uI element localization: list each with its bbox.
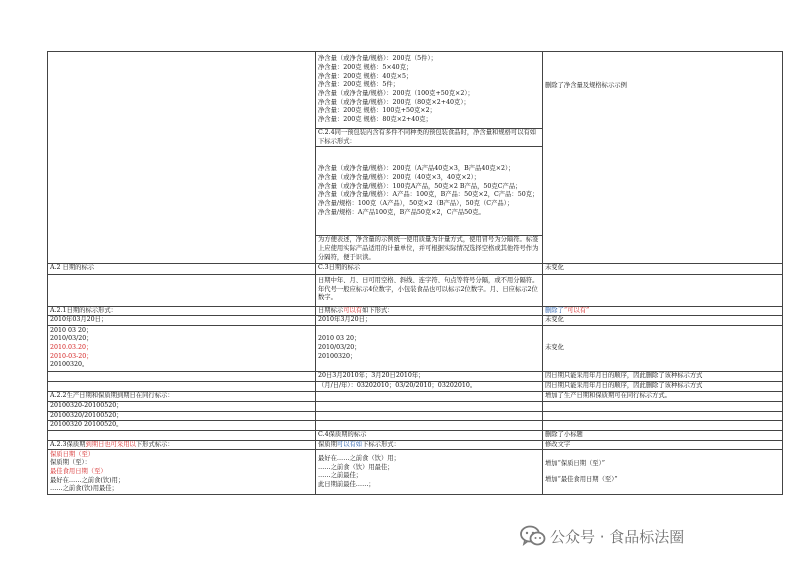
empty-cell: [316, 401, 543, 411]
list-item: 20100320；: [318, 352, 357, 360]
a21-mid: 日期标示可以有如下形式：: [316, 306, 543, 316]
list-item: 2010/03/20；: [318, 344, 361, 352]
list-item: 净含量（或净含量/规格）：100克A产品，50克×2 B产品，50克C产品；: [318, 182, 522, 190]
table-row: [48, 371, 783, 381]
table-row: [48, 316, 783, 326]
list-item: 净含量：200克 规格：100克+50克×2；: [318, 107, 436, 115]
a23-heading: A.2.3保质期到期日也可采用以下形式标示：: [48, 440, 316, 450]
wechat-icon: [520, 525, 546, 547]
net-content-change-note: 删除了净含量及规格标示示例: [543, 52, 783, 264]
list-item: 2010 03 20；: [50, 326, 93, 334]
order-row-note: 因日期只能采用年月日的顺序，因此删除了该种标示方式: [543, 381, 783, 391]
empty-cell: [316, 391, 543, 401]
list-item: 净含量（或净含量/规格）：200克（5件）；: [318, 55, 437, 63]
table-row: [48, 274, 783, 306]
table-row: [48, 431, 783, 441]
list-item: 净含量：200克 规格：80克×2+40克；: [318, 116, 432, 124]
list-item: 净含量（或净含量/规格）：200克（80克×2+40克）；: [318, 98, 470, 106]
table-row: [48, 306, 783, 316]
list-item: ……之前食(饮)用最佳；: [50, 485, 118, 493]
watermark-text: 公众号 · 食品标法圈: [550, 527, 685, 546]
empty-cell: [543, 274, 783, 306]
date-formats-left: [48, 325, 316, 371]
table-row: [48, 450, 783, 495]
list-item: 增加“最佳食用日期（至）”: [545, 476, 618, 484]
c24-intro: C.2.4同一预包装内含有多件不同种类的预包装食品时，净含量和规格可以有如下标示形式：: [316, 129, 543, 147]
list-item: 净含量/规格：A产品100克，B产品50克×2，C产品50克。: [318, 208, 485, 216]
list-item: 保质期（至）：: [50, 459, 91, 467]
list-item: 最好在……之前食（饮）用；: [318, 455, 400, 463]
list-item: 2010 03 20；: [318, 335, 361, 343]
order-row-note: 因日期只能采用年月日的顺序，因此删除了该种标示方式: [543, 371, 783, 381]
list-item: 净含量/规格：100克（A产品），50克×2（B产品），50克（C产品）；: [318, 200, 514, 208]
empty-cell: [48, 274, 316, 306]
a23-forms-note: [543, 450, 783, 495]
table-row: [48, 381, 783, 391]
a22-example: 20100320 20100520。: [48, 421, 316, 431]
empty-cell: [543, 401, 783, 411]
list-item: ……之前最佳；: [318, 472, 363, 480]
list-item: 净含量（或净含量/规格）：200克（A产品40克×3，B产品40克×2）；: [318, 165, 515, 173]
list-item: 净含量（或净含量/规格）：A产品：100克，B产品：50克×2，C产品：50克；: [318, 191, 539, 199]
empty-cell: [48, 371, 316, 381]
a23-forms-mid: [316, 450, 543, 495]
a22-example: 20100320/20100520；: [48, 411, 316, 421]
net-content-note: 为方便表述，净含量的示例统一使用质量为计量方式，使用冒号为分隔符。标签上应使用实际产品适用的计量单位，并可根据实际情况选择空格或其他符号作为分隔符，便于识读。: [316, 236, 543, 263]
list-item: 净含量（或净含量/规格）：200克（40克×3，40克×2）；: [318, 174, 481, 181]
empty-cell: [48, 431, 316, 441]
left-cell: [48, 52, 316, 264]
list-item: 2010.03.20；: [50, 344, 93, 352]
list-item: 保质日期（至）: [50, 450, 95, 458]
net-content-lines: [316, 52, 543, 129]
list-item: 最好在……之前食(饮)用；: [50, 476, 125, 484]
table-row: [48, 401, 783, 411]
table-row: [48, 440, 783, 450]
c3-heading: C.3日期的标示: [316, 263, 543, 274]
a22-heading: A.2.2生产日期和保质期到期日在同行标示：: [48, 391, 316, 401]
a2-change-note: 未变化: [543, 263, 783, 274]
c3-description: 日期中年、月、日可用空格、斜线、连字符、句点等符号分隔，或不用分隔符。年代号一般应标示4位数字，小包装食品也可以标示2位数字。月、日应标示2位数字。: [316, 274, 543, 306]
a23-change-note: 修改文字: [543, 440, 783, 450]
list-item: 最佳食用日期（至）: [50, 468, 107, 476]
list-item: 增加“保质日期（至）”: [545, 459, 605, 467]
list-item: 净含量：200克 规格：5件；: [318, 81, 399, 89]
list-item: 2010-03-20；: [50, 352, 93, 360]
date-formats-mid: [316, 325, 543, 371]
empty-cell: [543, 411, 783, 421]
list-item: 20100320。: [50, 361, 89, 369]
list-item: ……之前食（饮）用最佳；: [318, 463, 394, 471]
a21-heading: A.2.1日期的标示形式：: [48, 306, 316, 316]
list-item: 此日期前最佳……；: [318, 481, 375, 489]
table-row: [48, 411, 783, 421]
a23-forms-left: [48, 450, 316, 495]
a22-change-note: 增加了生产日期和保质期可在同行标示方式。: [543, 391, 783, 401]
a22-example: 20100320-20100520；: [48, 401, 316, 411]
order-row-mid: 20日3月2010年；3月20日2010年；: [316, 371, 543, 381]
table-row: [48, 263, 783, 274]
a2-heading: A.2 日期的标示: [48, 263, 316, 274]
c4-change-note: 删除了小标题: [543, 431, 783, 441]
date-example-mid: 2010年3月20日；: [316, 316, 543, 326]
comparison-table: [47, 51, 783, 495]
list-item: 净含量：200克 规格：40克×5；: [318, 72, 413, 80]
empty-cell: [48, 381, 316, 391]
a23-mid: 保质期可以有如下标示形式：: [316, 440, 543, 450]
date-formats-note: 未变化: [543, 325, 783, 371]
list-item: 净含量（或净含量/规格）：200克（100克+50克×2）；: [318, 90, 474, 97]
table-row: [48, 391, 783, 401]
net-content-lines-2: [316, 147, 543, 236]
table-row: [48, 325, 783, 371]
c4-heading: C.4保质期的标示: [316, 431, 543, 441]
date-example-left: 2010年03月20日；: [48, 316, 316, 326]
list-item: 2010/03/20；: [50, 335, 93, 343]
date-example-note: 未变化: [543, 316, 783, 326]
empty-cell: [543, 421, 783, 431]
list-item: 净含量：200克 规格：5×40克；: [318, 63, 413, 71]
order-row-mid: （月/日/年）：03202010；03/20/2010；03202010。: [316, 381, 543, 391]
table-row: [48, 52, 783, 129]
watermark: [520, 525, 684, 547]
table-row: [48, 421, 783, 431]
empty-cell: [316, 421, 543, 431]
empty-cell: [316, 411, 543, 421]
a21-change-note: 删除了“可以有”: [543, 306, 783, 316]
